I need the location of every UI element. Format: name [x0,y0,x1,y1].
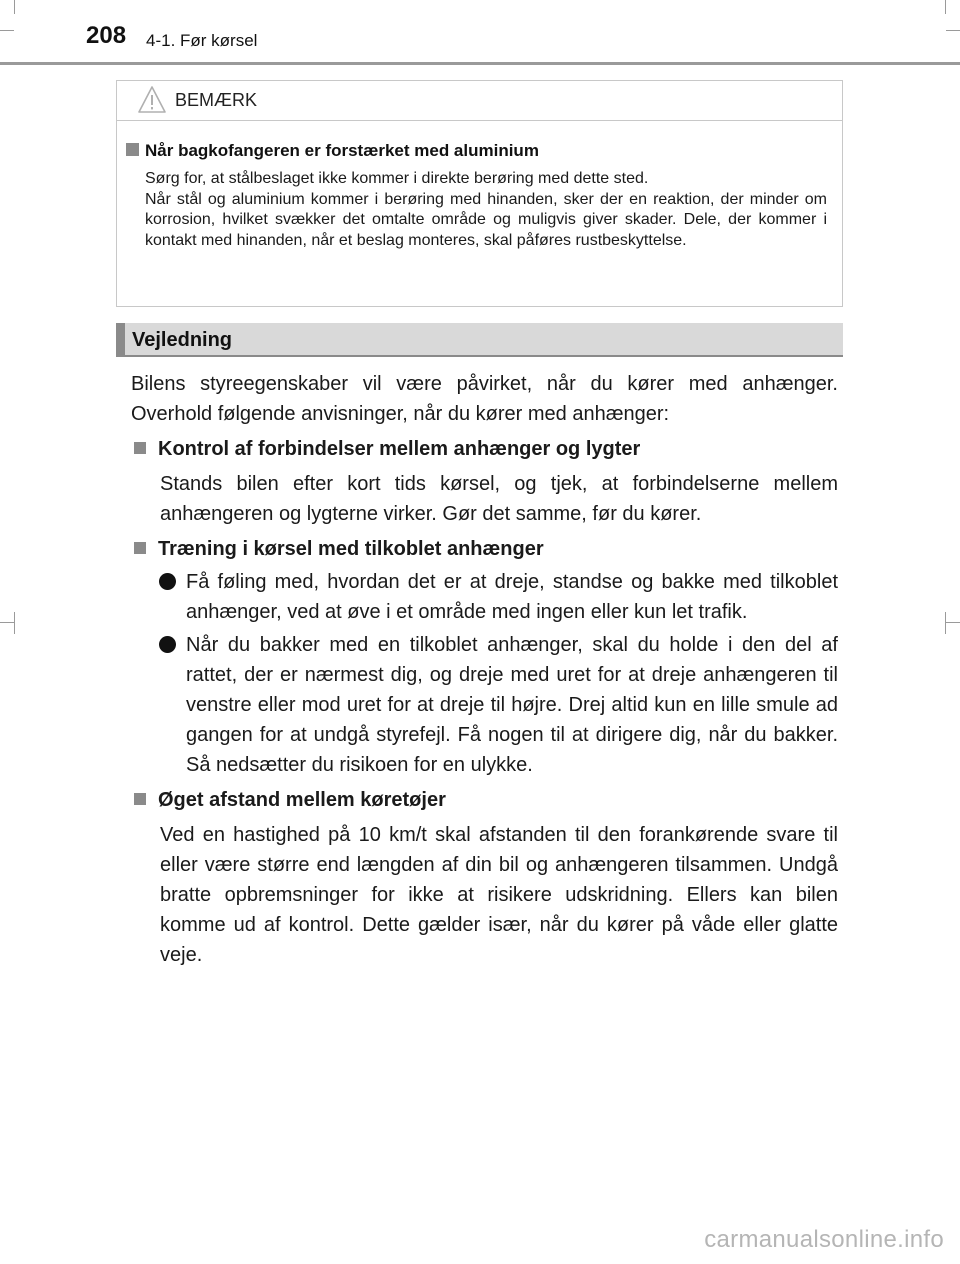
section-heading: Træning i kørsel med tilkoblet anhænger [131,534,838,564]
notice-body [145,169,827,251]
notice-label: BEMÆRK [175,90,258,110]
heading-accent-bar [116,323,125,355]
square-bullet-icon [134,442,146,454]
crop-mark [0,30,14,31]
page-number: 208 [86,22,127,49]
square-bullet-icon [126,143,139,156]
square-bullet-icon [134,542,146,554]
notice-box [116,80,843,307]
warning-triangle-icon [137,85,167,115]
section-title: 4-1. Før kørsel [146,31,258,50]
crop-mark [14,612,15,634]
section-text: Stands bilen efter kort tids kørsel, og tjek, at forbindelserne mellem anhængeren og lygterne virker. Gør det samme, før du kører. [160,473,838,525]
notice-paragraph: Når stål og aluminium kommer i berøring med hinanden, sker der en reaktion, der minder om korrosion, hvilket svækker det omtalte område og muligvis giver skader. Dele, der kommer i kontakt med hinanden, når et beslag monteres, skal påføres rustbeskyttelse. [145,190,827,249]
watermark: carmanualsonline.info [704,1226,944,1253]
list-item: Få føling med, hvordan det er at dreje, standse og bakke med tilkoblet anhænger, ved at øve i et område med ingen eller kun let trafik. [131,567,838,627]
round-bullet-icon [159,573,176,590]
header-rule [0,62,960,65]
crop-mark [0,622,14,623]
guide-heading-band [116,323,843,357]
crop-mark [945,612,946,634]
square-bullet-icon [134,793,146,805]
intro-paragraph: Bilens styreegenskaber vil være påvirket, når du kører med anhænger. Overhold følgende anvisninger, når du kører med anhænger: [131,373,838,425]
round-bullet-icon [159,636,176,653]
section-heading: Kontrol af forbindelser mellem anhænger og lygter [131,434,838,464]
crop-mark [14,0,15,14]
list-item: Når du bakker med en tilkoblet anhænger, skal du holde i den del af rattet, der er nærmest dig, og dreje med uret for at dreje anhængeren til venstre eller mod uret for at dreje til højre. Drej altid kun en lille smule ad gangen for at undgå styrefejl. Få nogen til at dirigere dig, når du bakker. Så nedsætter du risikoen for en ulykke. [131,630,838,780]
crop-mark [946,30,960,31]
notice-subheading: Når bagkofangeren er forstærket med aluminium [126,141,539,161]
guide-title: Vejledning [132,329,233,351]
section-heading: Øget afstand mellem køretøjer [131,785,838,815]
crop-mark [945,0,946,14]
notice-paragraph: Sørg for, at stålbeslaget ikke kommer i direkte berøring med dette sted. [145,170,649,187]
guide-content [131,369,838,970]
notice-header [117,81,842,121]
section-text: Ved en hastighed på 10 km/t skal afstanden til den forankørende svare til eller være større end længden af din bil og anhængeren tilsammen. Undgå bratte opbremsninger for ikke at risikere udskridning. Ellers kan bilen komme ud af kontrol. Dette gælder især, når du kører på våde eller glatte veje. [160,824,838,966]
crop-mark [946,622,960,623]
